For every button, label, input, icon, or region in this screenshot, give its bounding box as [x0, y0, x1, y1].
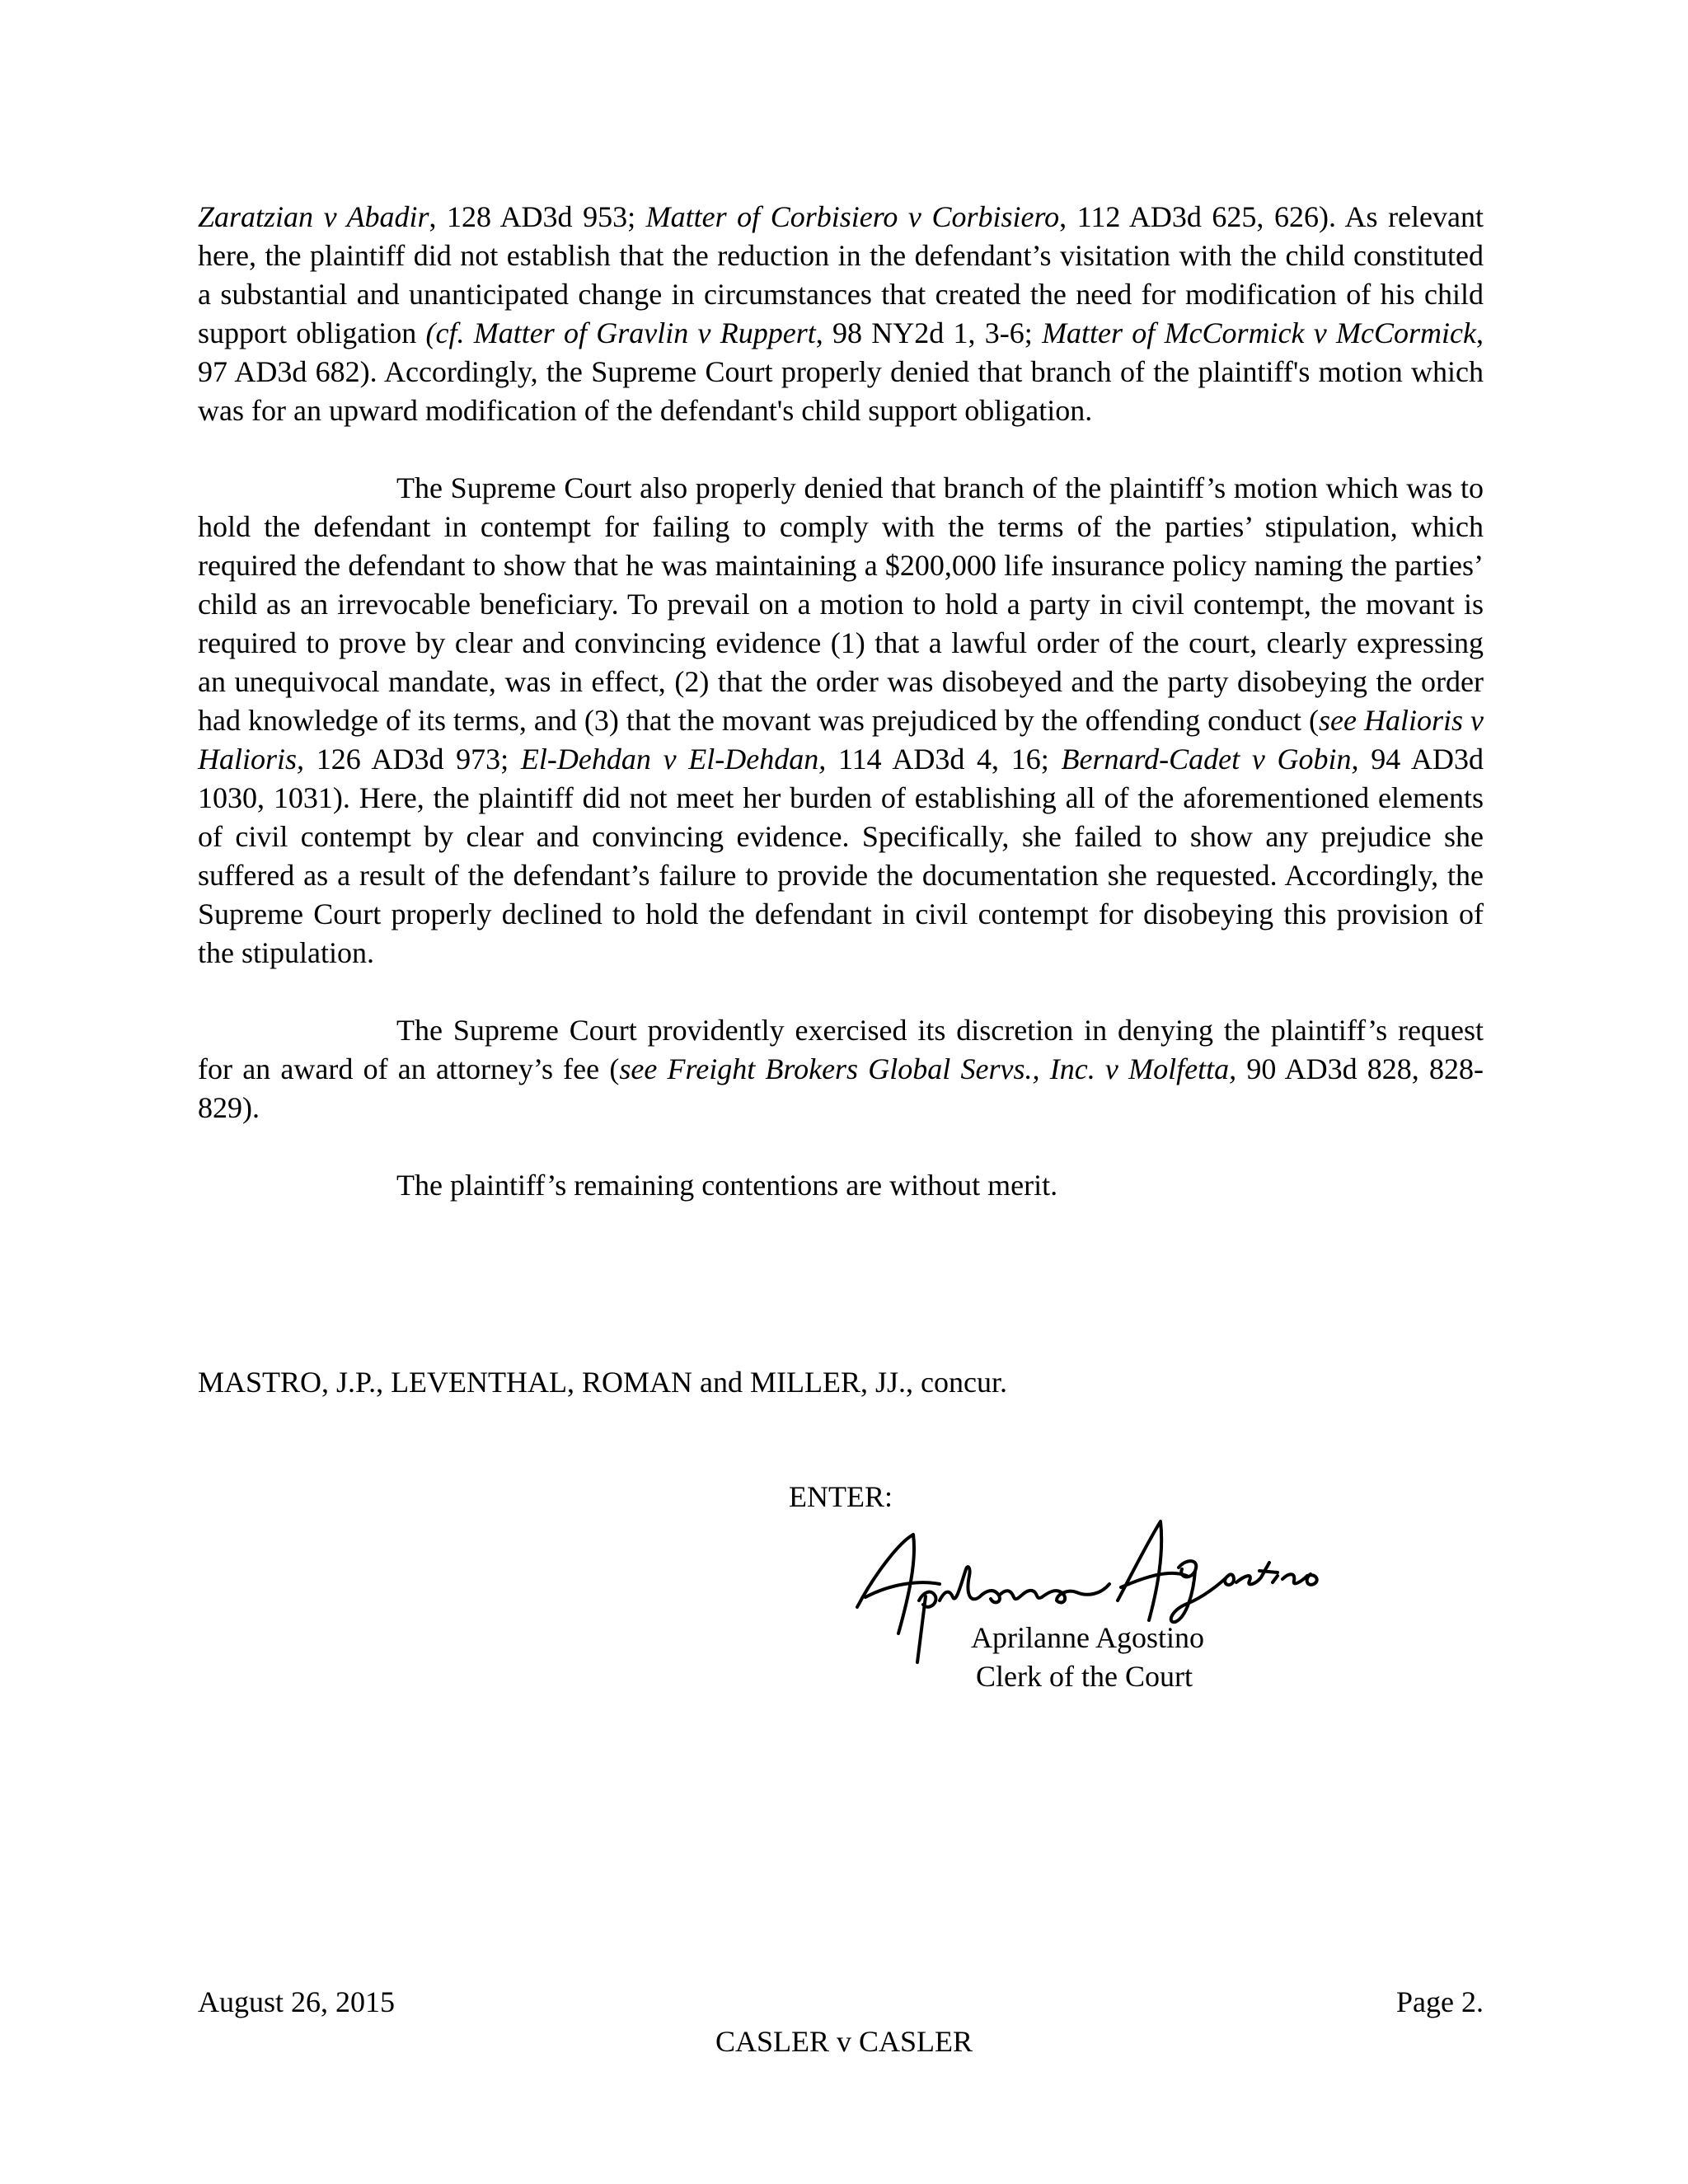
- paragraph-text: 114 AD3d 4, 16;: [826, 743, 1062, 776]
- paragraph-text: , 112 AD3d 625, 626). As relevant here, the plaintiff did not establish that the reduction in the defendant’s visitation with the child constituted a substantial and unanticipated change in circumstances that created the need for modification of his child support obligation: [198, 200, 1484, 349]
- page-number: Page 2.: [1396, 1985, 1484, 2018]
- paragraph-3: [198, 1011, 1484, 1127]
- opinion-body: [198, 198, 1484, 1244]
- paragraph-text: The plaintiff’s remaining contentions are without merit.: [396, 1169, 1058, 1202]
- case-citation: Zaratzian v Abadir: [198, 200, 429, 233]
- paragraph-text: 94 AD3d 1030, 1031). Here, the plaintiff did not meet her burden of establishing all of the aforementioned elements of civil contempt by clear and convincing evidence. Specifically, she failed to show any prejudice she suffered as a result of the defendant’s failure to provide the documentation she requested. Accordingly, the Supreme Court properly declined to hold the defendant in civil contempt for disobeying this provision of the stipulation.: [198, 743, 1484, 969]
- paragraph-text: 90 AD3d 828, 828-829).: [198, 1052, 1484, 1124]
- case-citation: Matter of McCormick v McCormick: [1042, 316, 1476, 349]
- paragraph-4: [198, 1166, 1484, 1205]
- paragraph-1: [198, 198, 1484, 430]
- paragraph-text: 126 AD3d 973;: [304, 743, 521, 776]
- case-citation: Bernard-Cadet v Gobin,: [1061, 743, 1359, 776]
- paragraph-text: , 97 AD3d 682). Accordingly, the Supreme Court properly denied that branch of the plaintiff's motion which was for an upward modification of the defendant's child support obligation.: [198, 316, 1484, 427]
- case-citation: (cf. Matter of Gravlin v Ruppert: [425, 316, 816, 349]
- paragraph-2: [198, 469, 1484, 972]
- paragraph-text: , 128 AD3d 953;: [429, 200, 646, 233]
- paragraph-text: , 98 NY2d 1, 3-6;: [815, 316, 1043, 349]
- clerk-title: Clerk of the Court: [976, 1660, 1193, 1693]
- case-citation: Matter of Corbisiero v Corbisiero: [645, 200, 1060, 233]
- clerk-name: Aprilanne Agostino: [971, 1621, 1204, 1654]
- paragraph-text: The Supreme Court also properly denied that branch of the plaintiff’s motion which was to hold the defendant in contempt for failing to comply with the terms of the parties’ stipulation, which required the defendant to show that he was maintaining a $200,000 life insurance policy naming the parties’ child as an irrevocable beneficiary. To prevail on a motion to hold a party in civil contempt, the movant is required to prove by clear and convincing evidence (1) that a lawful order of the court, clearly expressing an unequivocal mandate, was in effect, (2) that the order was disobeyed and the party disobeying the order had knowledge of its terms, and (3) that the movant was prejudiced by the offending conduct (: [198, 471, 1484, 737]
- case-caption: CASLER v CASLER: [715, 2025, 973, 2058]
- concurrence-line: MASTRO, J.P., LEVENTHAL, ROMAN and MILLER, JJ., concur.: [198, 1366, 1007, 1399]
- case-citation: see Halioris v Halioris,: [198, 704, 1484, 776]
- paragraph-text: The Supreme Court providently exercised its discretion in denying the plaintiff’s request for an award of an attorney’s fee (: [198, 1014, 1484, 1085]
- footer-date: August 26, 2015: [198, 1985, 396, 2018]
- case-citation: El-Dehdan v El-Dehdan,: [520, 743, 827, 776]
- case-citation: see Freight Brokers Global Servs., Inc. v Molfetta,: [619, 1052, 1237, 1085]
- enter-label: ENTER:: [789, 1480, 893, 1513]
